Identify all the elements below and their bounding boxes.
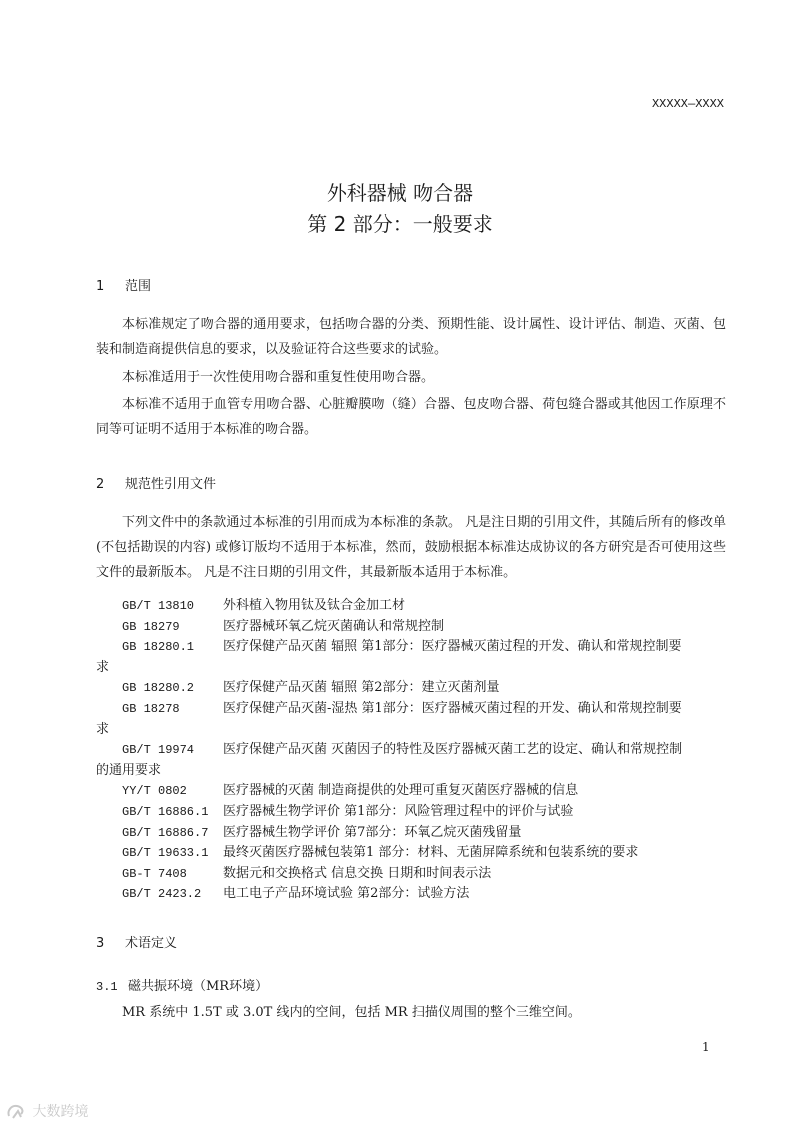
section-number: 1 [96,279,105,294]
reference-item [96,843,726,864]
reference-code: GB/T 13810 [122,599,195,613]
reference-item [96,781,726,802]
reference-code: GB/T 19974 [122,743,195,758]
section-title: 范围 [125,279,152,294]
reference-item [96,617,726,638]
term-name: 磁共振环境（MR环境） [128,979,269,994]
reference-title: 电工电子产品环境试验 第2部分：试验方法 [223,886,470,902]
reference-item [96,637,726,678]
watermark-text: 大数跨境 [32,1104,89,1120]
reference-title: 医疗器械的灭菌 制造商提供的处理可重复灭菌医疗器械的信息 [223,783,579,799]
section-title: 规范性引用文件 [125,477,217,492]
reference-item [96,823,726,844]
section-3-heading [96,932,177,951]
reference-code: GB 18280.2 [122,681,195,696]
reference-title: 医疗器械生物学评价 第7部分：环氧乙烷灭菌残留量 [223,824,522,840]
reference-title: 医疗器械生物学评价 第1部分：风险管理过程中的评价与试验 [223,803,574,819]
title-line-1: 外科器械 吻合器 [326,181,474,205]
reference-title: 医疗保健产品灭菌 辐照 第1部分：医疗器械灭菌过程的开发、确认和常规控制要 [223,639,682,655]
reference-code: GB-T 7408 [122,866,187,881]
page-number: 1 [702,1040,710,1054]
reference-title: 医疗保健产品灭菌 辐照 第2部分：建立灭菌剂量 [223,680,500,696]
reference-item [96,699,726,740]
reference-title: 外科植入物用钛及钛合金加工材 [223,598,406,613]
reference-code: GB 18279 [122,619,180,634]
reference-code: GB/T 2423.2 [122,887,202,902]
reference-code: GB/T 19633.1 [122,846,209,861]
reference-code: GB 18278 [122,701,180,716]
section-number: 3 [96,936,105,951]
scope-paragraph-2: 本标准适用于一次性使用吻合器和重复性使用吻合器。 [122,370,435,385]
reference-list [96,596,726,905]
reference-title: 医疗保健产品灭菌-湿热 第1部分：医疗器械灭菌过程的开发、确认和常规控制要 [223,700,682,716]
section-number: 2 [96,477,105,492]
document-number: XXXXX—XXXX [651,97,724,111]
subsection-3-1 [96,975,268,994]
scope-paragraph-1: 本标准规定了吻合器的通用要求，包括吻合器的分类、预期性能、设计属性、设计评估、制造、灭菌、包装和制造商提供信息的要求，以及验证符合这些要求的试验。 [96,317,726,357]
reference-item [96,678,726,699]
reference-item [96,596,726,617]
reference-title: 医疗保健产品灭菌 灭菌因子的特性及医疗器械灭菌工艺的设定、确认和常规控制 [223,742,683,758]
reference-code: YY/T 0802 [122,784,187,799]
reference-item [96,884,726,905]
reference-code: GB 18280.1 [122,640,195,655]
reference-title-continued: 求 [96,721,110,737]
section-2-heading [96,473,216,492]
reference-code: GB/T 16886.7 [122,825,209,840]
watermark [6,1101,88,1121]
reference-title: 数据元和交换格式 信息交换 日期和时间表示法 [223,865,492,881]
reference-item [96,740,726,781]
reference-code: GB/T 16886.1 [122,804,209,819]
title-line-2: 第 2 部分：一般要求 [307,212,493,236]
section-title: 术语定义 [125,936,178,951]
reference-title: 最终灭菌医疗器械包装第1 部分：材料、无菌屏障系统和包装系统的要求 [223,845,639,861]
normative-refs-intro: 下列文件中的条款通过本标准的引用而成为本标准的条款。 凡是注日期的引用文件，其随后所有的修改单(不包括勘误的内容) 或修订版均不适用于本标准，然而，鼓励根据本标准达成协议的各方研究是否可使用这些文件的最新版本。 凡是不注日期的引用文件，其最新版本适用于本标准。 [96,515,726,580]
section-1-heading [96,275,151,294]
reference-item [96,864,726,885]
watermark-logo-icon [6,1103,28,1121]
reference-title: 医疗器械环氧乙烷灭菌确认和常规控制 [223,618,445,634]
term-definition: MR 系统中 1.5T 或 3.0T 线内的空间，包括 MR 扫描仪周围的整个三维空间。 [122,1005,581,1020]
reference-title-continued: 的通用要求 [96,762,162,778]
reference-item [96,802,726,823]
scope-paragraph-3: 本标准不适用于血管专用吻合器、心脏瓣膜吻（缝）合器、包皮吻合器、荷包缝合器或其他因工作原理不同等可证明不适用于本标准的吻合器。 [96,397,726,437]
subsection-number: 3.1 [96,980,118,994]
reference-title-continued: 求 [96,659,110,675]
